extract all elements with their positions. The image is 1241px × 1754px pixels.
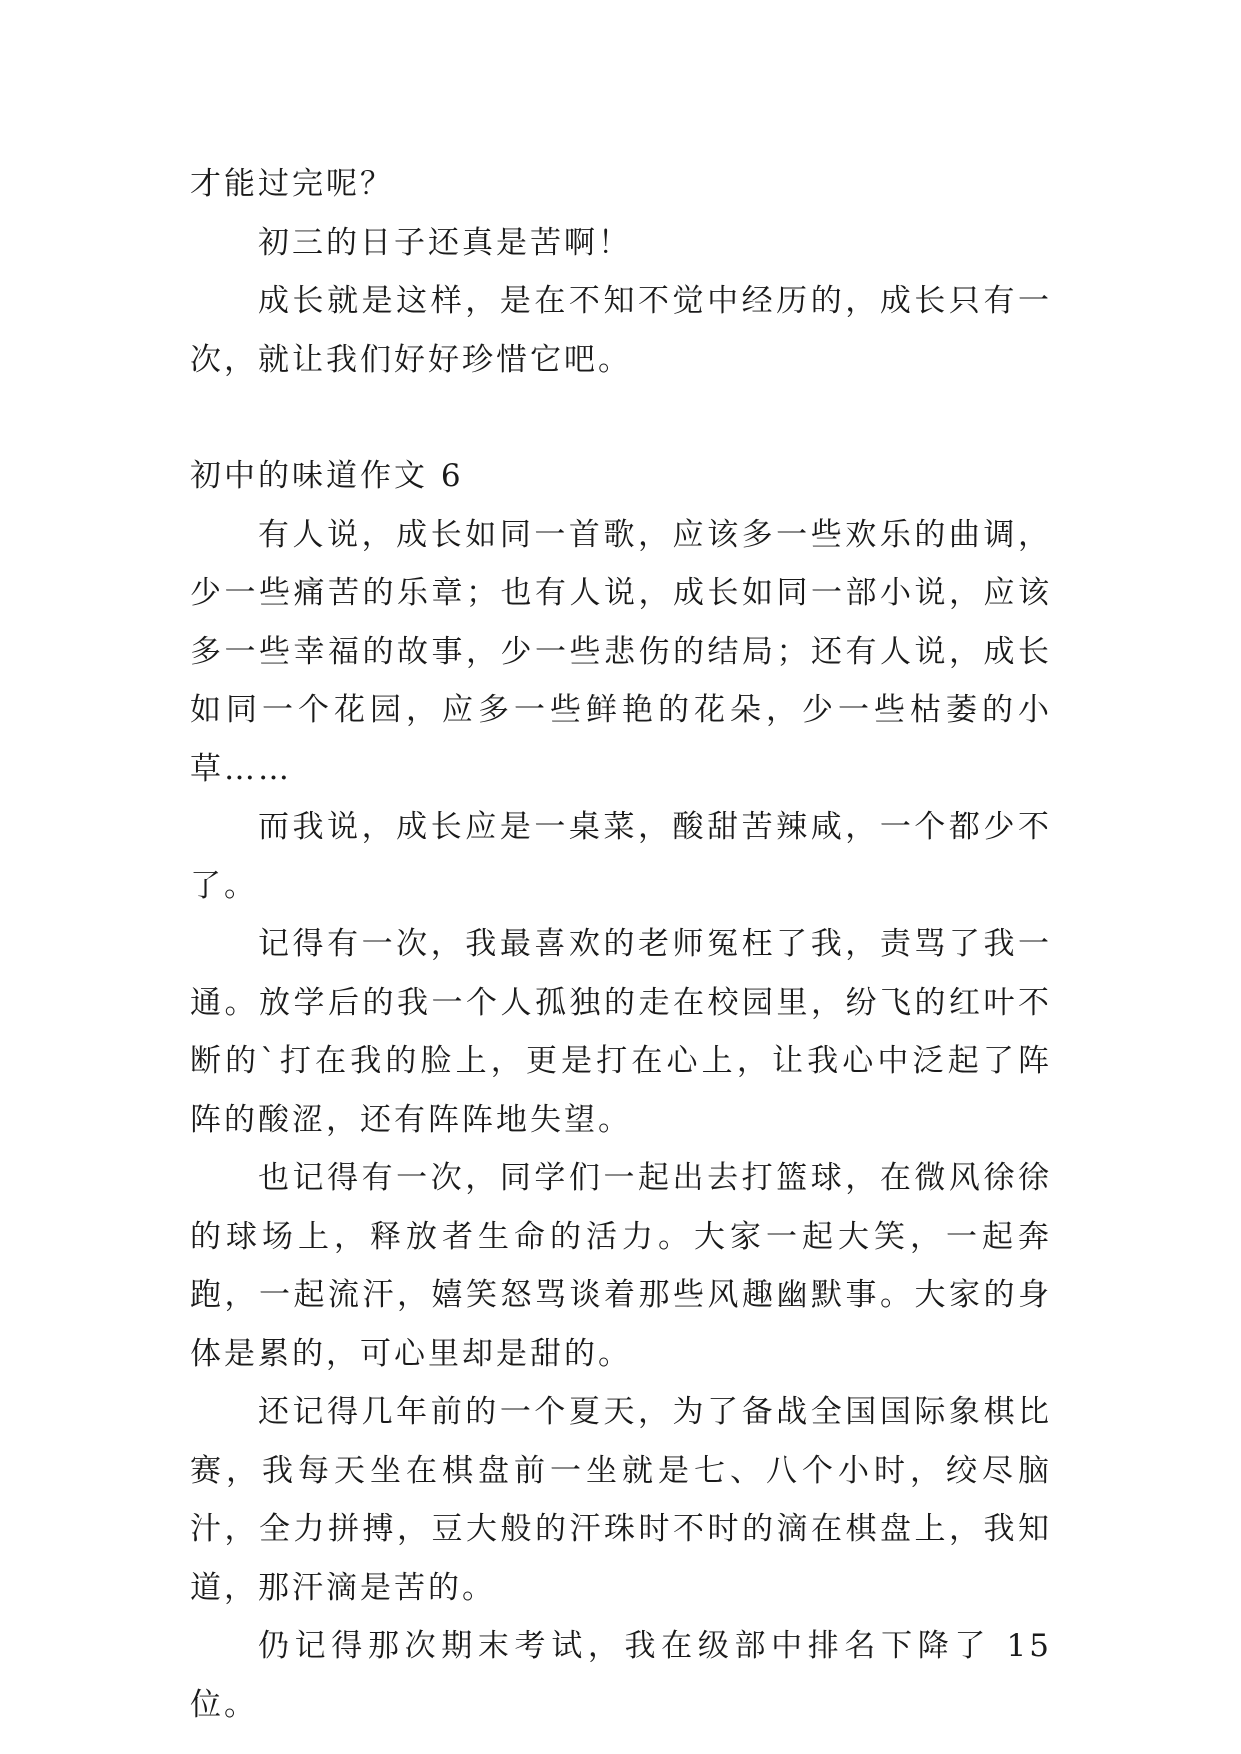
paragraph: 仍记得那次期末考试，我在级部中排名下降了 15 位。 xyxy=(190,1628,1052,1723)
paragraph: 记得有一次，我最喜欢的老师冤枉了我，责骂了我一通。放学后的我一个人孤独的走在校园里，纷飞的红叶不断的`打在我的脸上，更是打在心上，让我心中泛起了阵阵的酸涩，还有阵阵地失望。 xyxy=(190,926,1052,1138)
paragraph: 而我说，成长应是一桌菜，酸甜苦辣咸，一个都少不了。 xyxy=(190,809,1052,904)
paragraph: 也记得有一次，同学们一起出去打篮球，在微风徐徐的球场上，释放者生命的活力。大家一起大笑，一起奔跑，一起流汗，嬉笑怒骂谈着那些风趣幽默事。大家的身体是累的，可心里却是甜的。 xyxy=(190,1160,1052,1372)
paragraph-continuation: 才能过完呢？ xyxy=(190,166,394,202)
document-body xyxy=(190,155,1052,1734)
section-title: 初中的味道作文 6 xyxy=(190,458,464,494)
paragraph: 初三的日子还真是苦啊！ xyxy=(258,224,632,261)
paragraph: 还记得几年前的一个夏天，为了备战全国国际象棋比赛，我每天坐在棋盘前一坐就是七、八个小时，绞尽脑汁，全力拼搏，豆大般的汗珠时不时的滴在棋盘上，我知道，那汗滴是苦的。 xyxy=(190,1394,1052,1606)
paragraph: 有人说，成长如同一首歌，应该多一些欢乐的曲调，少一些痛苦的乐章；也有人说，成长如同一部小说，应该多一些幸福的故事，少一些悲伤的结局；还有人说，成长如同一个花园，应多一些鲜艳的花朵，少一些枯萎的小草…… xyxy=(190,516,1052,787)
section-gap xyxy=(190,389,1052,447)
paragraph: 成长就是这样，是在不知不觉中经历的，成长只有一次，就让我们好好珍惜它吧。 xyxy=(190,283,1052,378)
